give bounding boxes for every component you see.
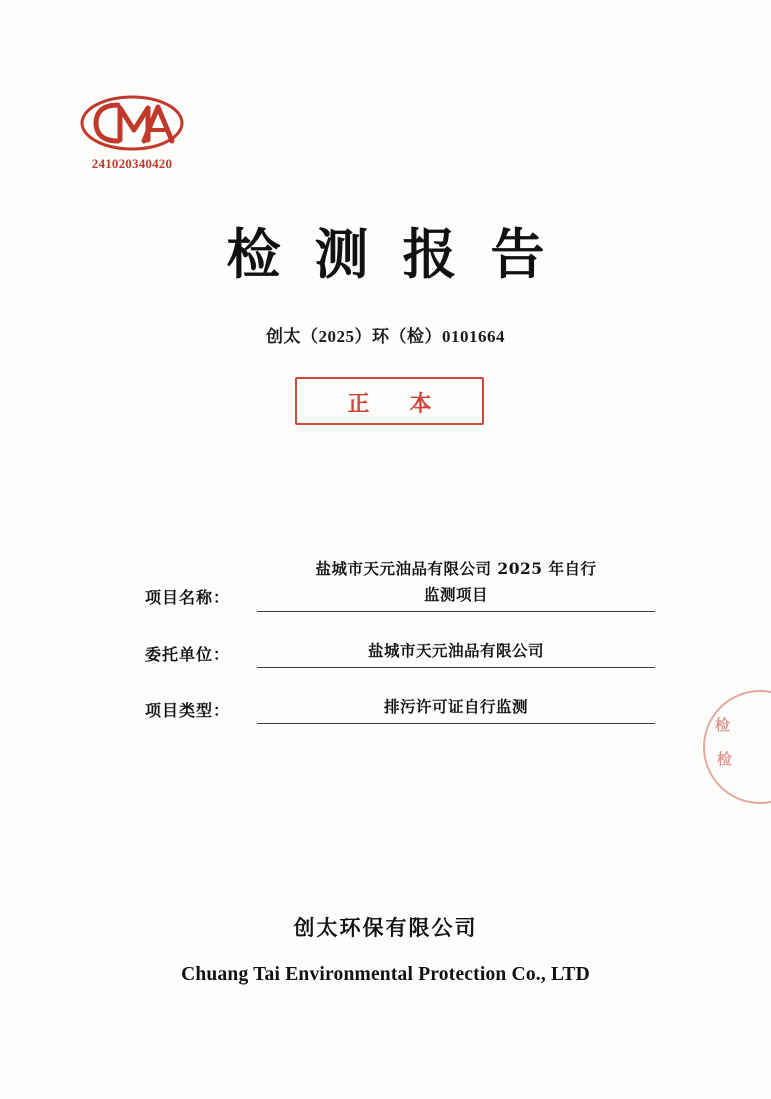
- footer: [0, 912, 771, 986]
- page-title: 检测报告: [226, 222, 579, 286]
- field-project-name: [145, 556, 655, 612]
- cma-certificate-code: 241020340420: [91, 156, 173, 171]
- field-project-name-value-line2: 监测项目: [423, 585, 488, 604]
- field-project-type-label: 项目类型：: [145, 701, 231, 720]
- field-project-name-label: 项目名称：: [145, 588, 231, 607]
- partial-red-seal-char-2: 检: [717, 750, 733, 768]
- original-copy-stamp: [295, 377, 484, 425]
- field-project-name-value: [257, 556, 655, 612]
- report-fields: [145, 556, 655, 750]
- cma-logo-icon: [78, 92, 186, 154]
- field-project-name-value-line1: 盐城市天元油品有限公司 2025 年自行: [315, 559, 597, 578]
- report-number: 创太（2025）环（检）0101664: [266, 327, 505, 346]
- field-client-unit-label: 委托单位：: [145, 645, 231, 664]
- field-client-unit: [145, 638, 655, 668]
- original-copy-stamp-label: 正本: [347, 391, 472, 417]
- partial-red-seal-char-1: 检: [715, 716, 731, 734]
- field-client-unit-value: 盐城市天元油品有限公司: [257, 638, 655, 668]
- field-project-type: [145, 694, 655, 724]
- company-name-cn: 创太环保有限公司: [293, 915, 478, 940]
- field-project-type-value: 排污许可证自行监测: [257, 694, 655, 724]
- partial-red-seal: [703, 690, 771, 804]
- company-name-en: Chuang Tai Environmental Protection Co., LTD: [181, 964, 590, 985]
- cma-mark-block: [72, 92, 192, 172]
